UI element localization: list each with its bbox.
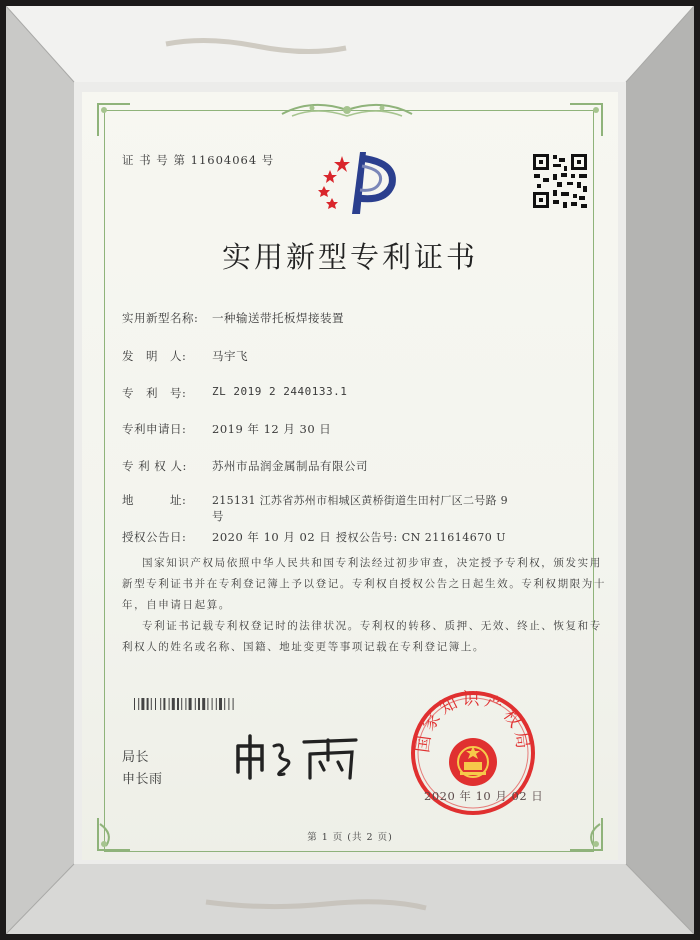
- paragraph-line: 新型专利证书并在专利登记簿上予以登记。专利权自授权公告之日起生效。专利权期限为十: [122, 578, 606, 590]
- application-date: 2019 年 12 月 30 日: [212, 422, 332, 436]
- seal-date: 2020 年 10 月 02 日: [424, 789, 544, 803]
- paragraph-line: 年，自申请日起算。: [122, 599, 231, 611]
- certificate-number: 证 书 号 第 11604064 号: [122, 153, 275, 167]
- svg-text:国家知识产权局: 国家知识产权局: [413, 689, 533, 754]
- certificate-title: 实用新型专利证书: [221, 240, 478, 274]
- patent-number: ZL 2019 2 2440133.1: [212, 385, 348, 398]
- qr-code-icon: [531, 152, 589, 210]
- field-label: 专 利 权 人:: [122, 459, 187, 473]
- field-label: 地 址:: [122, 493, 187, 507]
- page-footer: 第 1 页 (共 2 页): [307, 832, 393, 843]
- field-label: 专 利 号:: [122, 386, 187, 400]
- barcode-icon: [134, 698, 284, 710]
- address-continued: 号: [212, 509, 224, 523]
- field-label: 专利申请日:: [122, 422, 187, 436]
- grant-announcement-date: 2020 年 10 月 02 日: [212, 530, 332, 544]
- field-label: 发 明 人:: [122, 349, 187, 363]
- address: 215131 江苏省苏州市相城区黄桥街道生田村厂区二号路 9: [212, 494, 508, 507]
- utility-model-name: 一种输送带托板焊接装置: [212, 311, 344, 325]
- top-ornament-icon: [272, 96, 422, 126]
- paragraph-line: 专利证书记载专利权登记时的法律状况。专利权的转移、质押、无效、终止、恢复和专: [142, 620, 602, 632]
- director-title: 局长: [122, 750, 150, 765]
- paragraph-line: 利权人的姓名或名称、国籍、地址变更等事项记载在专利登记簿上。: [122, 641, 485, 653]
- paragraph-line: 国家知识产权局依照中华人民共和国专利法经过初步审查，决定授予专利权，颁发实用: [142, 557, 602, 569]
- corner-ornament-icon: [94, 100, 134, 140]
- director-name: 申长雨: [122, 772, 163, 787]
- signature: [232, 732, 362, 782]
- corner-ornament-icon: [566, 100, 606, 140]
- field-label: 授权公告日:: [122, 530, 187, 544]
- patent-office-logo-icon: [314, 148, 404, 218]
- field-label: 实用新型名称:: [122, 311, 199, 325]
- certificate-paper: [82, 92, 618, 860]
- inventor: 马宇飞: [212, 349, 248, 363]
- patentee: 苏州市品润金属制品有限公司: [212, 459, 368, 473]
- grant-announcement-number: 授权公告号: CN 211614670 U: [336, 531, 506, 544]
